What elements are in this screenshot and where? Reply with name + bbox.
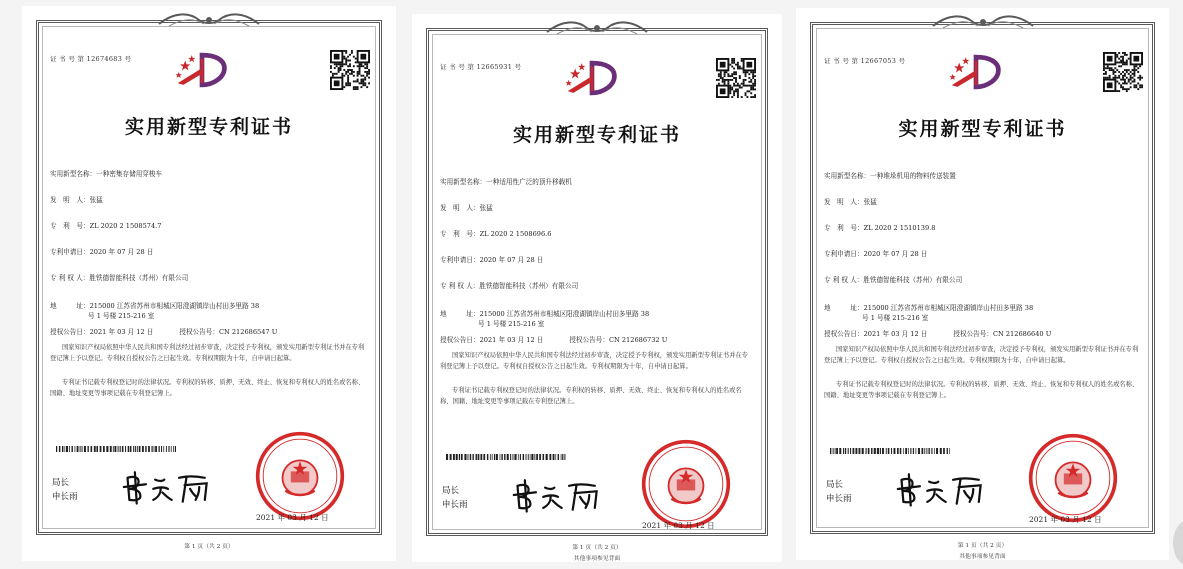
patentee-row [50, 272, 188, 282]
field-value: 2020 年 07 月 28 日 [863, 250, 928, 258]
address-row [824, 302, 1033, 312]
qr-code-icon [1103, 52, 1143, 92]
field-label: 授权公告日： [824, 330, 864, 338]
field-value: 2020 年 07 月 28 日 [479, 256, 544, 264]
legal-status-statement: 专利证书记载专利权登记时的法律状况。专利权的转移、质押、无效、终止、恢复和专利权人的姓名或名称、国籍、地址变更等事项记载在专利登记簿上。 [440, 387, 742, 405]
page-number: 第 1 页（共 2 页） [184, 544, 234, 550]
barcode-icon [446, 454, 566, 460]
field-value: 张猛 [863, 198, 877, 206]
page-number: 第 1 页（共 2 页） [957, 543, 1008, 549]
field-value: 2021 年 03 月 12 日 [863, 330, 928, 338]
director-signature [122, 468, 214, 506]
field-value: 2020 年 07 月 28 日 [89, 248, 154, 256]
field-value: CN 212686547 U [218, 328, 278, 336]
patent-certificate [412, 14, 782, 562]
grant-row [824, 328, 1051, 338]
field-label: 地 址： [440, 310, 480, 318]
director-signature [512, 476, 604, 514]
certificate-number: 证 书 号 第 12674683 号 [50, 55, 132, 63]
director-signature [896, 470, 988, 508]
utility-model-name-row [50, 168, 162, 178]
patentee-row [440, 280, 578, 290]
filing-date-row [50, 246, 153, 256]
grant-statement: 国家知识产权局依照中华人民共和国专利法经过初步审查，决定授予专利权，颁发实用新型专利证书并在专利登记簿上予以登记。专利权自授权公告之日起生效。专利权期限为十年，自申请日起算。 [50, 344, 365, 362]
address-line2: 号 1 号楼 215-216 室 [862, 314, 929, 322]
cnipa-logo-icon [174, 50, 230, 90]
address-row [440, 308, 649, 318]
field-value: ZL 2020 2 1508696.6 [479, 230, 552, 238]
inventor-row [440, 202, 493, 212]
cnipa-logo-icon [948, 52, 1004, 92]
field-value: 2021 年 03 月 12 日 [89, 328, 154, 336]
field-value: 一种堆垛机用的物料传送装置 [870, 172, 956, 180]
patent-certificate [796, 8, 1169, 560]
qr-code-icon [716, 58, 756, 98]
filing-date-row [440, 254, 543, 264]
field-value: 张猛 [89, 196, 103, 204]
certificate-number: 证 书 号 第 12667053 号 [824, 57, 906, 65]
patent-number-row [50, 220, 161, 230]
field-label: 实用新型名称： [824, 172, 871, 180]
filing-date-row [824, 248, 927, 258]
field-label: 授权公告号： [953, 330, 993, 338]
utility-model-name-row [440, 176, 572, 186]
official-seal-icon [640, 438, 732, 530]
patentee-row [824, 274, 962, 284]
field-label: 专利申请日： [440, 256, 480, 264]
director-title: 局长 [52, 478, 70, 488]
address-row [50, 300, 259, 310]
seal-date: 2021 年 03 月 12 日 [1029, 515, 1102, 524]
field-label: 发 明 人： [50, 196, 90, 204]
field-label: 授权公告号： [569, 336, 609, 344]
director-label [442, 484, 468, 512]
director-label [826, 478, 852, 506]
certificate-number: 证 书 号 第 12665931 号 [440, 63, 522, 71]
cnipa-logo-icon [564, 58, 620, 98]
page-number: 第 1 页（共 2 页） [572, 545, 622, 551]
field-label: 专利申请日： [824, 250, 864, 258]
official-seal-icon [1027, 432, 1119, 524]
field-label: 授权公告日： [50, 328, 90, 336]
grant-statement: 国家知识产权局依照中华人民共和国专利法经过初步审查，决定授予专利权，颁发实用新型专利证书并在专利登记簿上予以登记。专利权自授权公告之日起生效。专利权期限为十年，自申请日起算。 [440, 352, 748, 370]
barcode-icon [830, 448, 950, 454]
grant-row [50, 326, 277, 336]
utility-model-name-row [824, 170, 956, 180]
ornament-top-icon [537, 18, 657, 38]
inventor-row [50, 194, 103, 204]
field-value: ZL 2020 2 1510139.8 [863, 224, 936, 232]
field-value: 215000 江苏省苏州市相城区阳澄湖镇岸山村田多里路 38 [863, 304, 1034, 312]
patent-number-row [440, 228, 551, 238]
certificate-title: 实用新型专利证书 [512, 124, 681, 146]
field-value: CN 212686732 U [608, 336, 668, 344]
director-name: 申长雨 [442, 500, 468, 510]
field-value: 胜铁德智能科技（苏州）有限公司 [89, 274, 189, 282]
ornament-top-icon [923, 12, 1043, 32]
field-value: 张猛 [479, 204, 493, 212]
field-label: 实用新型名称： [440, 178, 487, 186]
field-value: ZL 2020 2 1508574.7 [89, 222, 162, 230]
footer-note: 其他事项参见背面 [573, 556, 621, 562]
field-label: 专 利 权 人： [824, 276, 864, 284]
legal-status-statement: 专利证书记载专利权登记时的法律状况。专利权的转移、质押、无效、终止、恢复和专利权人的姓名或名称、国籍、地址变更等事项记载在专利登记簿上。 [50, 379, 365, 397]
address-line2: 号 1 号楼 215-216 室 [88, 312, 155, 320]
official-seal-icon [254, 430, 346, 522]
field-label: 专 利 权 人： [440, 282, 480, 290]
field-label: 专利申请日： [50, 248, 90, 256]
field-label: 发 明 人： [440, 204, 480, 212]
field-value: 215000 江苏省苏州市相城区阳澄湖镇岸山村田多里路 38 [479, 310, 650, 318]
field-label: 专 利 号： [824, 224, 864, 232]
footer-note: 其他事项参见背面 [959, 554, 1006, 560]
field-label: 授权公告号： [179, 328, 219, 336]
director-title: 局长 [442, 486, 460, 496]
qr-code-icon [330, 50, 370, 90]
inventor-row [824, 196, 877, 206]
legal-status-statement: 专利证书记载专利权登记时的法律状况。专利权的转移、质押、无效、终止、恢复和专利权人的姓名或名称、国籍、地址变更等事项记载在专利登记簿上。 [824, 381, 1139, 399]
field-value: 2021 年 03 月 12 日 [479, 336, 544, 344]
field-label: 授权公告日： [440, 336, 480, 344]
field-value: 胜铁德智能科技（苏州）有限公司 [479, 282, 579, 290]
field-label: 专 利 权 人： [50, 274, 90, 282]
field-value: CN 212686640 U [992, 330, 1052, 338]
certificate-title: 实用新型专利证书 [124, 116, 293, 138]
seal-date: 2021 年 03 月 12 日 [256, 513, 329, 522]
field-value: 一种适用性广泛的顶升移载机 [486, 178, 572, 186]
director-name: 申长雨 [826, 494, 852, 504]
field-label: 地 址： [824, 304, 864, 312]
field-value: 215000 江苏省苏州市相城区阳澄湖镇岸山村田多里路 38 [89, 302, 260, 310]
field-label: 专 利 号： [50, 222, 90, 230]
field-value: 胜铁德智能科技（苏州）有限公司 [863, 276, 963, 284]
seal-date: 2021 年 03 月 12 日 [642, 521, 715, 530]
ornament-top-icon [149, 10, 269, 30]
field-value: 一种密集存储用穿梭车 [96, 170, 163, 178]
field-label: 发 明 人： [824, 198, 864, 206]
barcode-icon [56, 446, 176, 452]
patent-number-row [824, 222, 935, 232]
address-line2: 号 1 号楼 215-216 室 [478, 320, 545, 328]
next-item-fragment [1161, 509, 1183, 569]
field-label: 专 利 号： [440, 230, 480, 238]
director-name: 申长雨 [52, 492, 78, 502]
patent-certificate [22, 6, 396, 561]
field-label: 实用新型名称： [50, 170, 97, 178]
field-label: 地 址： [50, 302, 90, 310]
certificate-title: 实用新型专利证书 [898, 118, 1067, 140]
grant-row [440, 334, 667, 344]
director-title: 局长 [826, 480, 844, 490]
director-label [52, 476, 78, 504]
grant-statement: 国家知识产权局依照中华人民共和国专利法经过初步审查，决定授予专利权，颁发实用新型专利证书并在专利登记簿上予以登记。专利权自授权公告之日起生效。专利权期限为十年，自申请日起算。 [824, 346, 1139, 364]
